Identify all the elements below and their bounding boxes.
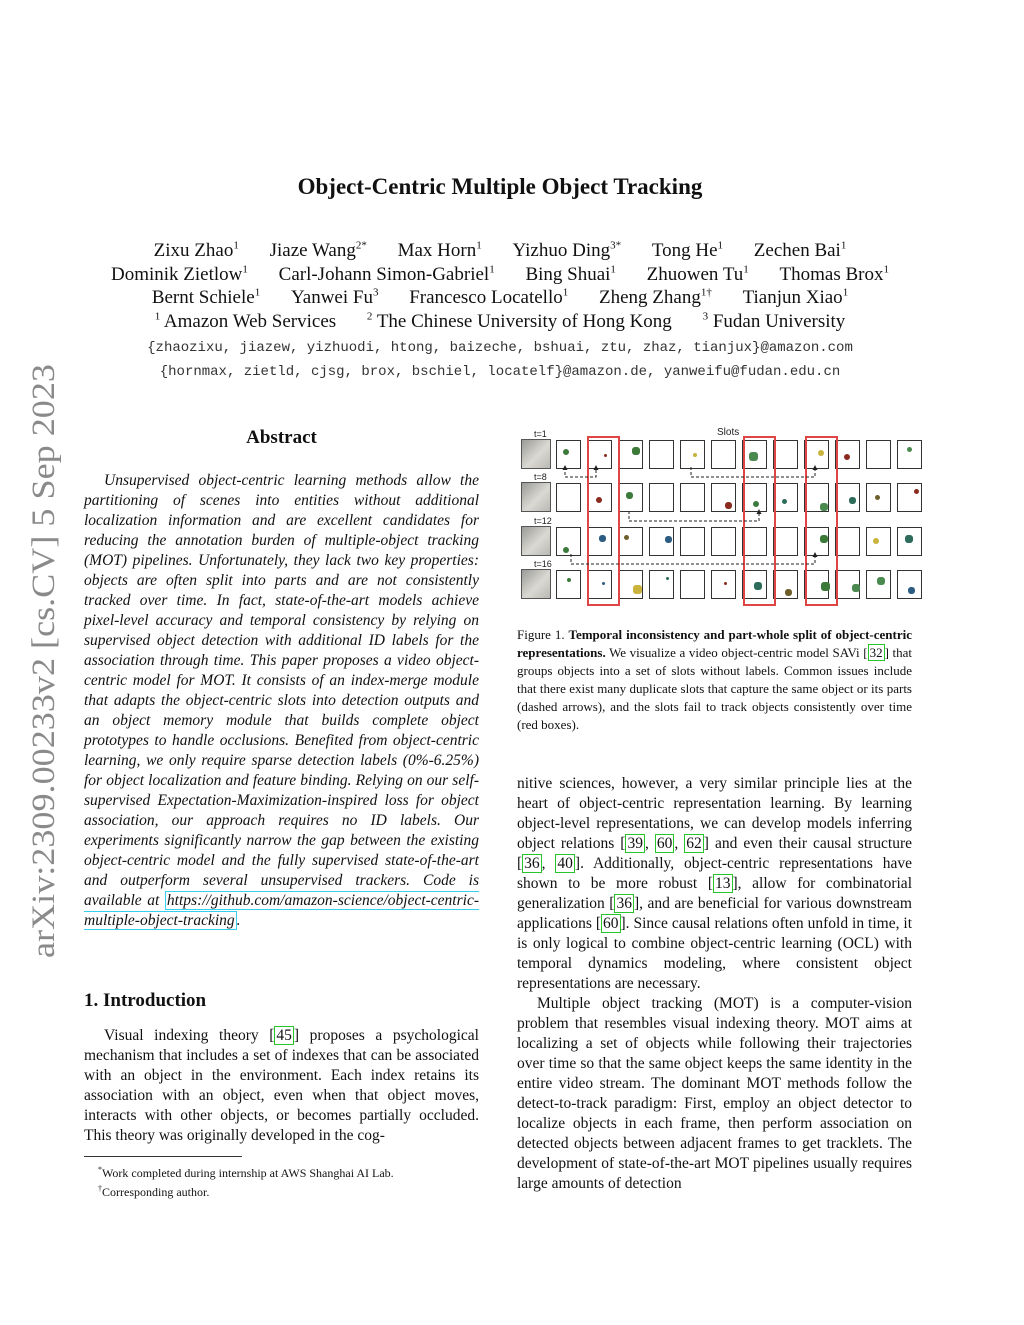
citation[interactable]: 36 [524, 855, 540, 872]
author: Zhuowen Tu$^1$ [646, 264, 749, 286]
arxiv-id: arXiv:2309.00233v2 [cs.CV] 5 Sep 2023 [26, 415, 62, 958]
affiliation: $^2$ The Chinese University of Hong Kong [366, 311, 672, 333]
author: Francesco Locatello$^1$ [409, 287, 569, 309]
citation[interactable]: 60 [603, 915, 619, 932]
affiliations [0, 311, 1000, 333]
row-label: t=8 [534, 472, 547, 482]
author-line-3 [0, 287, 1000, 309]
author: Zixu Zhao$^1$ [153, 240, 239, 262]
author: Tianjun Xiao$^1$ [742, 287, 849, 309]
code-link[interactable]: https://github.com/amazon-science/object-centric-multiple-object-tracking [84, 892, 479, 929]
affiliation: $^3$ Fudan University [702, 311, 846, 333]
arxiv-sidebar [14, 362, 66, 958]
figure-1 [517, 425, 907, 610]
slots-label: Slots [717, 427, 740, 438]
citation[interactable]: 45 [276, 1027, 292, 1044]
author: Yizhuo Ding$^{3*}$ [512, 240, 622, 262]
right-column-body: nitive sciences, however, a very similar principle lies at the heart of object-centric representation learning. By learning object-level representations, we can develop models inferring object relations [ 39 , 60 , 62 ] and even their causal structure [ 36 , 40 ]. Additionally, object-centric representations have shown to be more robust [ 13 ], allow for combinatorial generalization [ 36 ], and are beneficial for various downstream applications [ 60 ]. Since causal relations often unfold in time, it is only logical to combine object-centric learning (OCL) with temporal dynamics modeling, where consistent object representations are necessary. Multiple object tracking (MOT) is a computer-vision problem that resembles visual indexing theory. MOT aims at localizing a set of objects while following their trajectories over time so that the same object keeps the same identity in the entire video stream. The dominant MOT methods follow the detect-to-track paradigm: First, employ an object detector to localize objects in each frame, then perform association on detected objects between adjacent frames to get tracklets. The development of state-of-the-art MOT pipelines usually requires large amounts of detection [517, 775, 913, 1192]
citation[interactable]: 36 [616, 895, 632, 912]
author-line-2 [0, 264, 1000, 286]
author: Bernt Schiele$^1$ [151, 287, 261, 309]
object-mask [907, 447, 912, 452]
row-label: t=16 [534, 559, 552, 569]
author: Carl-Johann Simon-Gabriel$^1$ [278, 264, 495, 286]
abstract-body: Unsupervised object-centric learning methods allow the partitioning of scenes into entities without additional localization information and are excellent candidates for reducing the annotation burden of multiple-object tracking (MOT) pipelines. Unfortunately, they lack two key properties: objects are often split into parts and are not consistently tracked over time. In fact, state-of-the-art models achieve pixel-level accuracy and temporal consistency by relying on supervised object detection with additional ID labels for the association through time. This paper proposes a video object-centric model for MOT. It consists of an index-merge module that adapts the object-centric slots into detection outputs and an object memory module that builds complete object prototypes to handle occlusions. Benefited from object-centric learning, we only require sparse detection labels (0%-6.25%) for object localization and feature binding. Relying on our self-supervised Expectation-Maximization-inspired loss for object association, our approach requires no ID labels. Our experiments significantly narrow the gap between the existing object-centric model and the fully supervised state-of-the-art and outperform several unsupervised trackers. Code is available at https://github.com/amazon-science/object-centric-multiple-object-tracking . [84, 472, 479, 929]
author: Tong He$^1$ [651, 240, 724, 262]
author: Jiaze Wang$^{2*}$ [269, 240, 367, 262]
citation[interactable]: 62 [686, 835, 702, 852]
author: Bing Shuai$^1$ [525, 264, 616, 286]
citation[interactable]: 60 [656, 835, 673, 852]
figure-1-caption: Figure 1. Temporal inconsistency and part-whole split of object-centric representations. We visualize a video object-centric model SAVi [ 32 ] that groups objects into a set of slots without labels. Common issues include that there exist many duplicate slots that capture the same object or its parts (dashed arrows), and the slots fail to track objects consistently over time (red boxes). [517, 627, 912, 732]
citation[interactable]: 13 [715, 875, 731, 892]
duplicate-slot-arrows [517, 425, 907, 610]
intro-heading: 1. Introduction [84, 990, 207, 1011]
author: Max Horn$^1$ [397, 240, 482, 262]
emails-line-2: {hornmax, zietld, cjsg, brox, bschiel, locatelf}@amazon.de, yanweifu@fudan.edu.cn [159, 364, 841, 380]
citation[interactable]: 32 [869, 645, 883, 660]
object-mask [908, 587, 915, 594]
footnote-rule [84, 1156, 242, 1157]
abstract-heading: Abstract [246, 427, 317, 448]
author: Thomas Brox$^1$ [779, 264, 889, 286]
author: Zechen Bai$^1$ [753, 240, 847, 262]
citation[interactable]: 39 [627, 835, 643, 852]
paper-title: Object-Centric Multiple Object Tracking [297, 174, 703, 199]
row-label: t=12 [534, 516, 552, 526]
object-mask [914, 489, 919, 494]
citation[interactable]: 40 [557, 855, 573, 872]
affiliation: $^1$ Amazon Web Services [154, 311, 337, 333]
intro-body: Visual indexing theory [ 45 ] proposes a psychological mechanism that includes a set of indexes that can be associated with an object in the environment. Each index retains its association with an object, even when that object moves, interacts with other objects, or becomes partially occluded. This theory was originally developed in the cog- [84, 1027, 479, 1144]
author: Dominik Zietlow$^1$ [110, 264, 248, 286]
footnotes: *Work completed during internship at AWS Shanghai AI Lab. †Corresponding author. [98, 1165, 394, 1199]
author: Zheng Zhang$^{1\dagger}$ [598, 287, 712, 309]
author-line-1 [0, 240, 1000, 262]
emails-line-1: {zhaozixu, jiazew, yizhuodi, htong, baizeche, bshuai, ztu, zhaz, tianjux}@amazon.com [147, 340, 853, 356]
row-label: t=1 [534, 429, 547, 439]
author: Yanwei Fu$^3$ [290, 287, 379, 309]
